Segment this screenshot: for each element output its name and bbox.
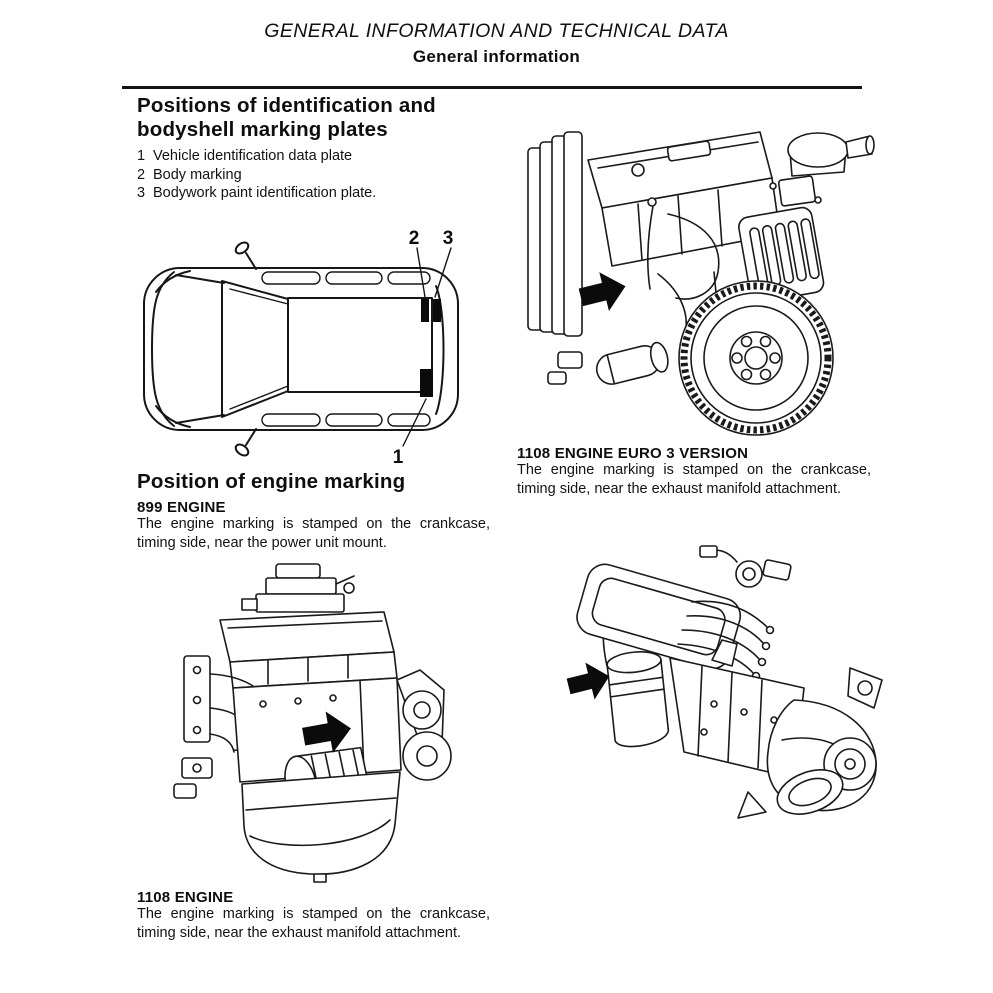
engine-899-title: 899 ENGINE <box>137 499 226 516</box>
marking-plate-2 <box>421 299 429 322</box>
door-mirror <box>246 429 256 445</box>
list-item <box>137 166 489 185</box>
page-subtitle: General information <box>412 47 581 66</box>
identification-heading: Positions of identification and bodyshell marking plates <box>137 94 436 141</box>
car-top-view-diagram <box>140 206 470 464</box>
item-number: 1 <box>137 148 146 164</box>
marking-plate-1 <box>420 369 433 397</box>
item-label: Vehicle identification data plate <box>153 148 353 164</box>
page-title: GENERAL INFORMATION AND TECHNICAL DATA <box>264 20 729 42</box>
item-label: Body marking <box>153 166 242 183</box>
item-number: 2 <box>137 166 146 183</box>
engine-899-illustration <box>148 558 463 886</box>
door-mirror <box>246 253 256 269</box>
item-number: 3 <box>137 185 146 201</box>
list-item <box>137 184 489 203</box>
engine-1108-text: The engine marking is stamped on the crankcase, timing side, near the exhaust manifold attachment. <box>137 906 490 941</box>
item-label: Bodywork paint identification plate. <box>153 185 377 201</box>
marking-arrow-icon <box>576 267 630 317</box>
diagram-label-3: 3 <box>442 228 454 249</box>
diagram-label-1: 1 <box>392 447 404 464</box>
engine-1108-title: 1108 ENGINE <box>137 889 234 906</box>
header-rule <box>122 86 862 89</box>
diagram-label-2: 2 <box>408 228 420 249</box>
engine-euro3-text: The engine marking is stamped on the crankcase, timing side, near the exhaust manifold attachment. <box>517 462 871 497</box>
list-item <box>137 147 489 166</box>
engine-899-text: The engine marking is stamped on the crankcase, timing side, near the power unit mount. <box>137 516 490 551</box>
marking-plate-3 <box>433 299 441 322</box>
engine-euro3-title: 1108 ENGINE EURO 3 VERSION <box>517 445 749 462</box>
engine-euro3-illustration <box>518 114 880 444</box>
engine-marking-heading: Position of engine marking <box>137 470 406 493</box>
engine-1108-transverse-illustration <box>552 540 897 835</box>
identification-list <box>137 147 489 203</box>
